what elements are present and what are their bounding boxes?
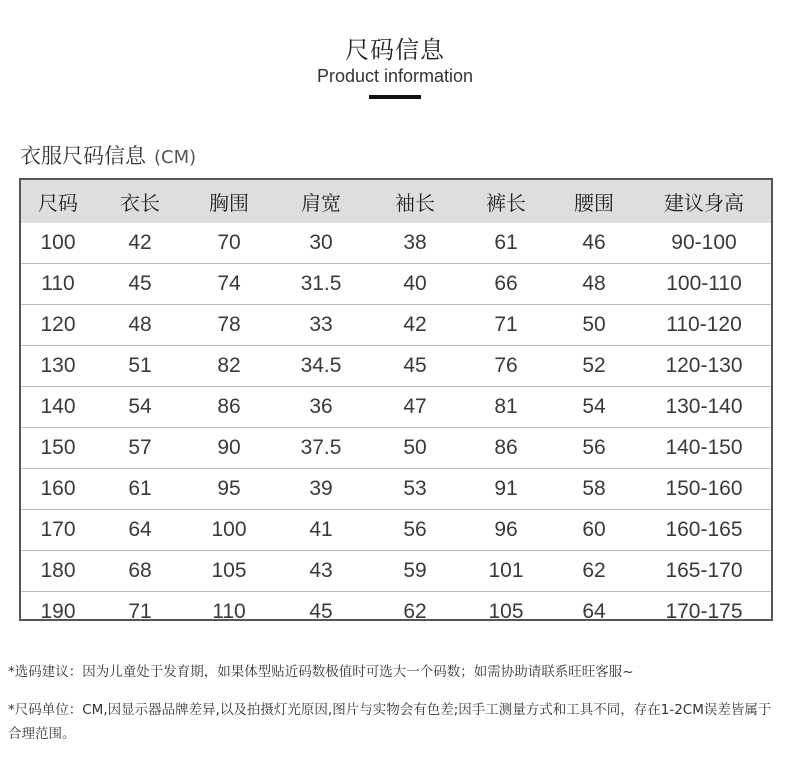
table-cell: 47 xyxy=(369,387,461,428)
table-cell: 54 xyxy=(95,387,185,428)
section-unit: (CM) xyxy=(154,147,197,168)
table-row xyxy=(21,264,771,305)
table-cell: 160 xyxy=(21,469,95,510)
table-cell: 64 xyxy=(95,510,185,551)
header-sleeve: 袖长 xyxy=(369,180,461,223)
table-cell: 130-140 xyxy=(637,387,771,428)
table-cell: 165-170 xyxy=(637,551,771,592)
table-row xyxy=(21,428,771,469)
table-row xyxy=(21,510,771,551)
table-cell: 81 xyxy=(461,387,551,428)
table-cell: 42 xyxy=(369,305,461,346)
table-cell: 38 xyxy=(369,223,461,264)
table-cell: 110 xyxy=(212,600,246,623)
table-cell: 82 xyxy=(185,346,273,387)
table-cell: 110 xyxy=(21,264,95,305)
table-cell: 100 xyxy=(185,510,273,551)
note-size-advice: *选码建议：因为儿童处于发育期，如果体型贴近码数极值时可选大一个码数；如需协助请联系旺旺客服~ xyxy=(8,664,634,680)
table-cell: 50 xyxy=(369,428,461,469)
table-cell: 140-150 xyxy=(637,428,771,469)
table-row xyxy=(21,551,771,592)
table-cell: 54 xyxy=(551,387,637,428)
table-cell: 60 xyxy=(551,510,637,551)
size-table xyxy=(19,178,773,621)
table-row xyxy=(21,305,771,346)
table-cell: 150-160 xyxy=(637,469,771,510)
table-row xyxy=(21,223,771,264)
table-cell: 40 xyxy=(369,264,461,305)
table-cell: 56 xyxy=(551,428,637,469)
table-cell: 105 xyxy=(185,551,273,592)
table-cell: 150 xyxy=(21,428,95,469)
table-cell: 48 xyxy=(551,264,637,305)
header-waist: 腰围 xyxy=(551,180,637,223)
page-title: 尺码信息 xyxy=(345,36,445,64)
table-cell: 37.5 xyxy=(273,428,369,469)
table-cell: 140 xyxy=(21,387,95,428)
table-cell: 86 xyxy=(461,428,551,469)
table-cell: 39 xyxy=(273,469,369,510)
table-row xyxy=(21,387,771,428)
table-cell: 57 xyxy=(95,428,185,469)
table-cell: 51 xyxy=(95,346,185,387)
table-cell: 71 xyxy=(128,600,152,623)
table-cell: 78 xyxy=(185,305,273,346)
table-cell: 160-165 xyxy=(637,510,771,551)
title-underline xyxy=(369,95,421,99)
table-cell: 120-130 xyxy=(637,346,771,387)
table-cell: 130 xyxy=(21,346,95,387)
table-cell: 71 xyxy=(461,305,551,346)
table-cell: 50 xyxy=(551,305,637,346)
header-shoulder: 肩宽 xyxy=(273,180,369,223)
table-cell: 30 xyxy=(273,223,369,264)
table-cell: 48 xyxy=(95,305,185,346)
table-cell: 95 xyxy=(185,469,273,510)
section-title xyxy=(20,140,196,170)
table-row xyxy=(21,346,771,387)
table-cell: 74 xyxy=(185,264,273,305)
table-header-row xyxy=(21,180,771,223)
table-cell: 90-100 xyxy=(637,223,771,264)
table-cell: 45 xyxy=(369,346,461,387)
table-cell: 42 xyxy=(95,223,185,264)
table-cell: 62 xyxy=(551,551,637,592)
table-cell: 62 xyxy=(403,600,427,623)
table-cell: 45 xyxy=(95,264,185,305)
table-cell: 120 xyxy=(21,305,95,346)
page-subtitle: Product information xyxy=(316,66,474,86)
note-size-unit: *尺码单位：CM,因显示器品牌差异,以及拍摄灯光原因,图片与实物会有色差;因手工测量方式和工具不同，存在1-2CM误差皆属于合理范围。 xyxy=(8,702,772,742)
table-cell: 96 xyxy=(461,510,551,551)
table-cell: 68 xyxy=(95,551,185,592)
table-cell: 170 xyxy=(21,510,95,551)
table-cell: 101 xyxy=(461,551,551,592)
table-cell: 45 xyxy=(309,600,333,623)
table-cell: 61 xyxy=(461,223,551,264)
section-title-text: 衣服尺码信息 xyxy=(20,144,146,168)
table-cell: 59 xyxy=(369,551,461,592)
table-cell: 91 xyxy=(461,469,551,510)
header-height: 建议身高 xyxy=(637,180,771,223)
table-cell: 31.5 xyxy=(273,264,369,305)
table-cell: 58 xyxy=(551,469,637,510)
table-cell: 64 xyxy=(582,600,606,623)
table-cell: 76 xyxy=(461,346,551,387)
table-cell: 170-175 xyxy=(665,600,743,623)
table-cell: 105 xyxy=(488,600,524,623)
header-chest: 胸围 xyxy=(185,180,273,223)
table-cell: 34.5 xyxy=(273,346,369,387)
table-cell: 43 xyxy=(273,551,369,592)
table-row xyxy=(21,469,771,510)
header-length: 衣长 xyxy=(95,180,185,223)
table-cell: 100 xyxy=(21,223,95,264)
table-cell: 41 xyxy=(273,510,369,551)
table-cell: 52 xyxy=(551,346,637,387)
header-size: 尺码 xyxy=(21,180,95,223)
table-cell: 33 xyxy=(273,305,369,346)
table-cell: 53 xyxy=(369,469,461,510)
table-cell: 110-120 xyxy=(637,305,771,346)
table-cell: 46 xyxy=(551,223,637,264)
table-cell: 100-110 xyxy=(637,264,771,305)
table-row xyxy=(21,592,771,633)
table-cell: 66 xyxy=(461,264,551,305)
table-cell: 70 xyxy=(185,223,273,264)
table-cell: 61 xyxy=(95,469,185,510)
table-cell: 190 xyxy=(40,600,76,623)
table-cell: 180 xyxy=(21,551,95,592)
table-cell: 36 xyxy=(273,387,369,428)
table-cell: 86 xyxy=(185,387,273,428)
header-pants-length: 裤长 xyxy=(461,180,551,223)
table-cell: 56 xyxy=(369,510,461,551)
table-cell: 90 xyxy=(185,428,273,469)
